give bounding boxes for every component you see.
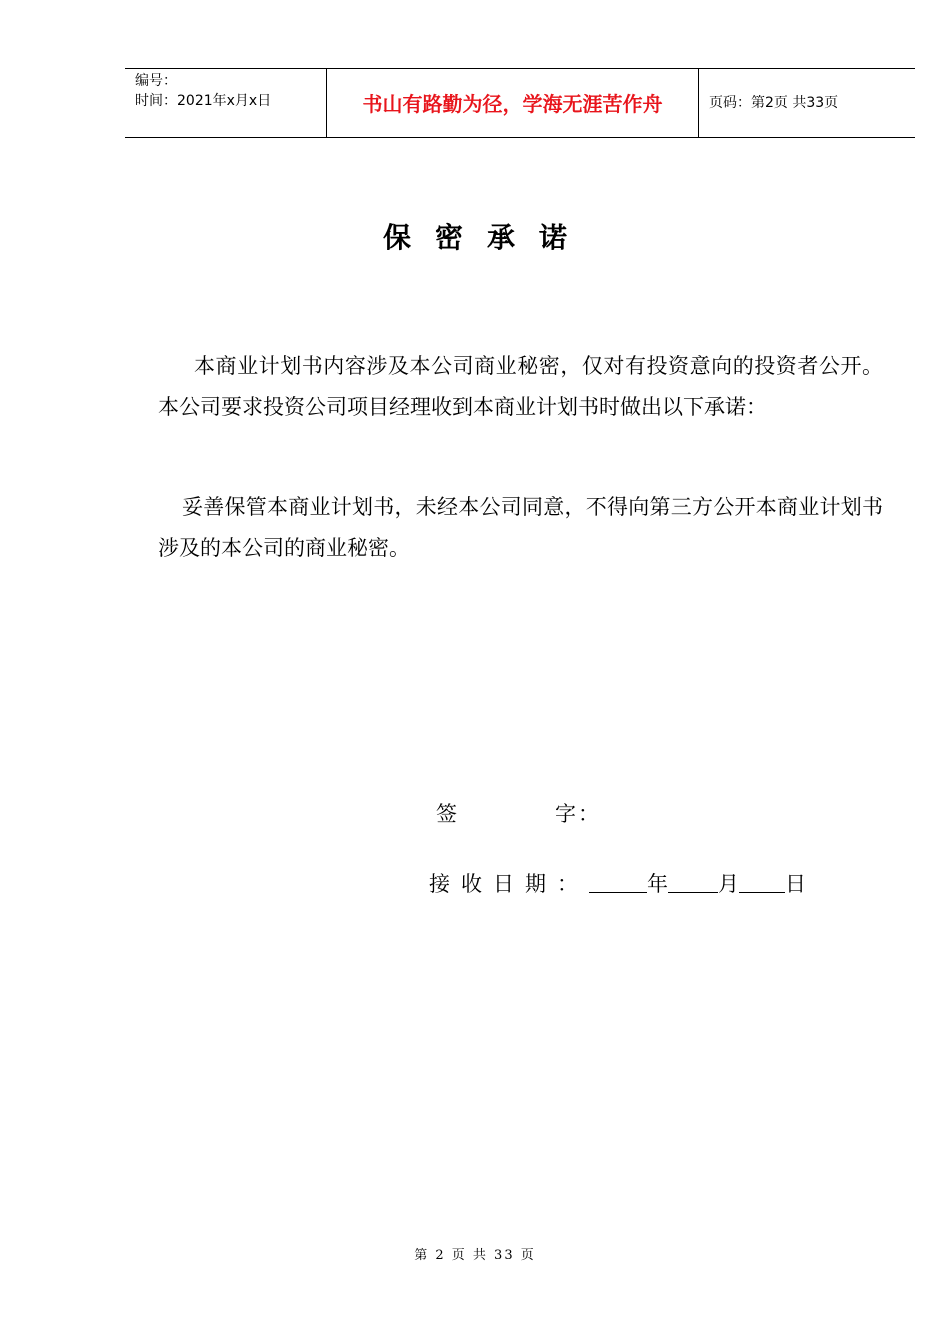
receive-date-line <box>429 868 806 900</box>
document-title: 保密承诺 <box>382 221 591 254</box>
year-label: 年 <box>647 872 668 896</box>
signature-line <box>436 798 601 830</box>
header-info-cell <box>125 69 327 137</box>
receive-date-label: 接收日期： <box>429 872 589 896</box>
header-page-number: 页码：第2页 共33页 <box>709 95 839 111</box>
signature-label-second: 字： <box>555 802 601 826</box>
month-blank[interactable] <box>668 870 718 893</box>
year-blank[interactable] <box>589 870 647 893</box>
paragraph-intro: 本商业计划书内容涉及本公司商业秘密，仅对有投资意向的投资者公开。本公司要求投资公司项目经理收到本商业计划书时做出以下承诺： <box>158 354 883 419</box>
header-motto-cell <box>327 69 699 137</box>
header-motto: 书山有路勤为径，学海无涯苦作舟 <box>362 92 663 116</box>
signature-label-first: 签 <box>436 802 459 826</box>
paragraph-commitment: 妥善保管本商业计划书，未经本公司同意，不得向第三方公开本商业计划书涉及的本公司的商业秘密。 <box>158 495 883 560</box>
day-label: 日 <box>785 872 806 896</box>
page-footer: 第 2 页 共 33 页 <box>414 1248 536 1263</box>
serial-number-label: 编号： <box>135 73 177 89</box>
month-label: 月 <box>718 872 739 896</box>
day-blank[interactable] <box>739 870 785 893</box>
date-label: 时间：2021年x月x日 <box>135 93 272 109</box>
page-header <box>125 68 915 138</box>
header-page-cell <box>699 69 915 137</box>
